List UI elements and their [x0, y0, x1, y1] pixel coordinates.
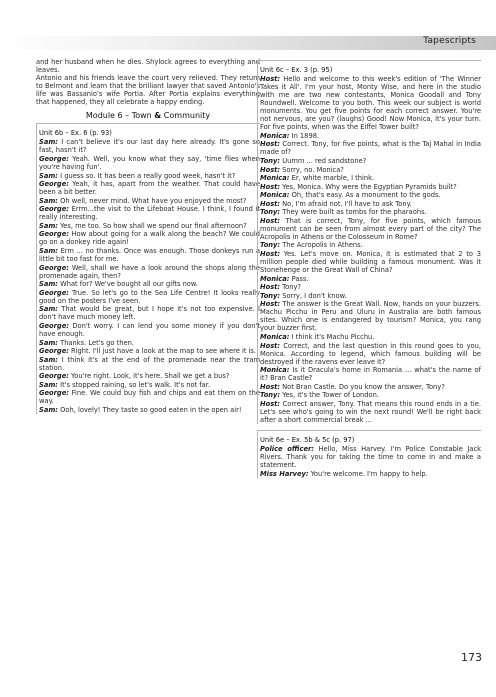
dialogue-text: Hello, Miss Harvey. I'm Police Constable Jack Rivers. Thank you for taking the time to come in and make a statement.	[260, 445, 481, 470]
dialogue-line	[260, 140, 481, 156]
dialogue-text: Oh, that's easy. As a monument to the gods.	[289, 191, 441, 200]
speaker-label: Sam:	[39, 221, 58, 230]
dialogue-line	[260, 250, 481, 274]
speaker-label: Host:	[260, 382, 281, 391]
speaker-label: Sam:	[39, 138, 58, 147]
speaker-label: Monica:	[260, 333, 290, 341]
dialogue-line	[39, 322, 260, 338]
speaker-label: George:	[39, 205, 69, 214]
speaker-label: Host:	[260, 341, 281, 350]
dialogue-text: Sorry, I don't know.	[280, 291, 347, 300]
dialogue-line	[39, 230, 260, 246]
dialogue-text: Right. I'll just have a look at the map to see where it is.	[68, 347, 257, 356]
dialogue-line	[39, 372, 260, 380]
dialogue-text: I guess so. It has been a really good week, hasn't it?	[57, 171, 236, 180]
dialogue-text: Erm ... no thanks. Once was enough. Those donkeys run a little bit too fast for me.	[39, 246, 260, 264]
dialogue-text: You're right. Look, it's here. Shall we get a bus?	[68, 372, 230, 381]
speaker-label: George:	[39, 347, 69, 356]
dialogue-text: Thanks. Let's go then.	[57, 338, 134, 347]
unit-6b-section	[36, 123, 260, 414]
dialogue-text: Correct. Tony, for five points, what is the Taj Mahal in India made of?	[260, 140, 481, 157]
dialogue-line	[39, 356, 260, 372]
dialogue-line	[260, 183, 481, 191]
speaker-label: Tony:	[260, 291, 281, 300]
dialogue-text: Yes, me too. So how shall we spend our final afternoon?	[57, 221, 247, 230]
dialogue-line	[260, 200, 481, 208]
dialogue-line	[260, 383, 481, 391]
speaker-label: Tony:	[260, 391, 281, 400]
speaker-label: Sam:	[39, 355, 58, 364]
speaker-label: George:	[39, 180, 69, 189]
speaker-label: Host:	[260, 199, 281, 208]
dialogue-line	[39, 247, 260, 263]
intro-paragraph-2: Antonio and his friends leave the court very relieved. They return to Belmont and learn that the brilliant lawyer that saved Antonio's life was Bassanio's wife Portia. After Portia explains everything that happened, they all celebrate a happy ending.	[36, 74, 260, 107]
dialogue-text: Well, shall we have a look around the shops along the promenade again, then?	[39, 263, 260, 280]
dialogue-text: True. So let's go to the Sea Life Centre! It looks really good on the posters I've seen.	[39, 288, 260, 305]
dialogue-line	[39, 389, 260, 405]
speaker-label: Host:	[260, 182, 281, 191]
dialogue-line	[39, 339, 260, 347]
dialogue-line	[260, 166, 481, 174]
dialogue-line	[260, 333, 481, 341]
dialogue-line	[39, 172, 260, 180]
speaker-label: Monica:	[260, 274, 290, 283]
speaker-label: George:	[39, 321, 69, 330]
dialogue-line	[260, 400, 481, 424]
speaker-label: Tony:	[260, 241, 281, 250]
speaker-label: George:	[39, 230, 69, 239]
dialogue-text: Yes, it's the Tower of London.	[280, 391, 380, 400]
dialogue-text: I can't believe it's our last day here already. It's gone so fast, hasn't it?	[39, 138, 260, 155]
speaker-label: Sam:	[39, 305, 58, 314]
speaker-label: George:	[39, 154, 69, 163]
dialogue-line	[260, 283, 481, 291]
dialogue-line	[260, 366, 481, 382]
speaker-label: Host:	[260, 140, 281, 149]
dialogue-line	[39, 289, 260, 305]
dialogue-line	[39, 406, 260, 414]
unit-6e-dialogue	[260, 445, 481, 478]
speaker-label: Host:	[260, 250, 281, 259]
dialogue-line	[260, 132, 481, 140]
running-title: Tapescripts	[423, 36, 476, 46]
speaker-label: Host:	[260, 216, 281, 225]
dialogue-text: In 1898.	[289, 131, 320, 140]
dialogue-line	[39, 205, 260, 221]
dialogue-line	[260, 445, 481, 469]
dialogue-text: Oh well, never mind. What have you enjoyed the most?	[57, 196, 247, 205]
page-number: 173	[461, 651, 482, 664]
unit-6c-heading: Unit 6c – Ex. 3 (p. 95)	[260, 66, 333, 74]
unit-6b-dialogue	[39, 138, 260, 414]
speaker-label: Sam:	[39, 196, 58, 205]
dialogue-text: Don't worry. I can lend you some money if you don't have enough.	[39, 321, 260, 338]
speaker-label: Tony:	[260, 208, 281, 217]
dialogue-line	[260, 391, 481, 399]
dialogue-line	[260, 300, 481, 332]
dialogue-line	[260, 174, 481, 182]
speaker-label: George:	[39, 288, 69, 297]
dialogue-line	[39, 381, 260, 389]
module-heading-ampersand: &	[154, 111, 162, 121]
dialogue-line	[39, 138, 260, 154]
speaker-label: Sam:	[39, 246, 58, 255]
module-heading-suffix: Community	[161, 111, 211, 121]
right-column	[257, 58, 481, 478]
dialogue-line	[39, 180, 260, 196]
dialogue-text: You're welcome. I'm happy to help.	[308, 469, 428, 478]
module-heading-prefix: Module 6 – Town	[85, 111, 155, 121]
speaker-label: Sam:	[39, 280, 58, 289]
speaker-label: Sam:	[39, 405, 58, 414]
dialogue-line	[39, 222, 260, 230]
speaker-label: George:	[39, 263, 69, 272]
dialogue-text: Yeah, it has, apart from the weather. That could have been a bit better.	[39, 180, 260, 197]
dialogue-line	[260, 275, 481, 283]
dialogue-text: Correct answer, Tony. That means this round ends in a tie. Let's see who's going to win the next round! We'll be right back after a short commercial break ...	[260, 399, 481, 424]
dialogue-line	[260, 191, 481, 199]
unit-6c-section	[257, 60, 481, 424]
dialogue-line	[39, 197, 260, 205]
dialogue-line	[39, 264, 260, 280]
speaker-label: Tony:	[260, 157, 281, 166]
dialogue-text: I think it's at the end of the promenade near the tram station.	[39, 355, 260, 372]
speaker-label: Host:	[260, 75, 281, 84]
dialogue-text: Correct, and the last question in this round goes to you, Monica. According to legend, which famous building will be destroyed if the ravens ever leave it?	[260, 341, 481, 366]
dialogue-line	[39, 155, 260, 171]
dialogue-text: Yes. Let's move on. Monica, it is estimated that 2 to 3 million people died while building a famous monument. Was it Stonehenge or the Great Wall of China?	[260, 250, 481, 275]
dialogue-text: Sorry, no. Monica?	[280, 165, 344, 174]
dialogue-line	[39, 347, 260, 355]
speaker-label: George:	[39, 389, 69, 398]
dialogue-text: Er, white marble, I think.	[289, 174, 375, 183]
dialogue-text: I think it's Machu Picchu.	[289, 333, 375, 341]
speaker-label: Host:	[260, 165, 281, 174]
dialogue-text: It's stopped raining, so let's walk. It's not far.	[57, 380, 210, 389]
speaker-label: Monica:	[260, 191, 290, 200]
unit-6e-heading: Unit 6e – Ex. 5b & 5c (p. 97)	[260, 436, 355, 445]
speaker-label: Host:	[260, 283, 281, 292]
dialogue-text: That would be great, but I hope it's not too expensive. I don't have much money left.	[39, 305, 260, 322]
dialogue-line	[260, 75, 481, 131]
dialogue-text: How about going for a walk along the beach? We could go on a donkey ride again!	[39, 230, 260, 247]
speaker-label: Sam:	[39, 380, 58, 389]
dialogue-text: Tony?	[280, 283, 301, 292]
dialogue-line	[260, 157, 481, 165]
dialogue-line	[260, 208, 481, 216]
dialogue-text: Pass.	[289, 274, 309, 283]
page-header	[0, 0, 496, 58]
dialogue-text: What for? We've bought all our gifts now.	[57, 280, 198, 289]
speaker-label: Host:	[260, 399, 281, 408]
dialogue-text: Ooh, lovely! They taste so good eaten in the open air!	[57, 405, 242, 414]
dialogue-line	[39, 305, 260, 321]
dialogue-text: No, I'm afraid not. I'll have to ask Tony.	[280, 199, 412, 208]
dialogue-text: The answer is the Great Wall. Now, hands on your buzzers. Machu Picchu in Peru and Uluru in Australia are both famous sites. Which one is endangered by tourism? Monica, you rang your buzzer first.	[260, 300, 481, 333]
module-heading	[36, 112, 260, 120]
unit-6b-heading: Unit 6b – Ex. 6 (p. 93)	[39, 129, 112, 138]
dialogue-text: The Acropolis in Athens.	[280, 241, 363, 250]
dialogue-line	[260, 342, 481, 366]
speaker-label: Host:	[260, 300, 281, 309]
unit-6c-dialogue	[260, 75, 481, 424]
header-gradient-band	[0, 36, 496, 50]
dialogue-text: Fine. We could buy fish and chips and eat them on the way.	[39, 389, 260, 406]
speaker-label: Monica:	[260, 131, 290, 140]
speaker-label: Monica:	[260, 366, 290, 375]
intro-paragraph-1: and her husband when he dies. Shylock agrees to everything and leaves.	[36, 58, 260, 75]
speaker-label: George:	[39, 372, 69, 381]
speaker-label: Monica:	[260, 174, 290, 183]
speaker-label: Sam:	[39, 171, 58, 180]
dialogue-text: Not Bran Castle. Do you know the answer, Tony?	[280, 382, 445, 391]
dialogue-line	[260, 292, 481, 300]
left-column	[36, 58, 260, 414]
unit-6e-section	[257, 430, 481, 478]
dialogue-text: Is it Dracula's home in Romania ... what's the name of it? Bran Castle?	[260, 366, 481, 383]
speaker-label: Miss Harvey:	[260, 469, 309, 478]
dialogue-line	[260, 217, 481, 241]
speaker-label: Sam:	[39, 338, 58, 347]
dialogue-text: Uumm ... red sandstone?	[280, 157, 367, 166]
speaker-label: Police officer:	[260, 445, 314, 454]
dialogue-line	[260, 241, 481, 249]
dialogue-text: They were built as tombs for the pharaohs.	[280, 208, 427, 217]
dialogue-line	[260, 470, 481, 478]
dialogue-line	[39, 280, 260, 288]
dialogue-text: Yes, Monica. Why were the Egyptian Pyramids built?	[280, 182, 457, 191]
dialogue-text: Hello and welcome to this week's edition of 'The Winner Takes it All'. I'm your host, Monty Wise, and here in the studio with me are two new contestants, Monica Goodall and Tony Roundwell. Welcome to you both. This week our subject is world monuments. You get five points for each correct answer. You're not nervous, are you? (laughs) Good! Now Monica, it's your turn. For five points, when was the Eiffel Tower built?	[260, 75, 481, 132]
dialogue-text: Errm...the visit to the Lifeboat House. I think, I found it really interesting.	[39, 205, 260, 222]
dialogue-text: That is correct, Tony, for five points, which famous monument can be seen from almost every part of the city? The Acropolis in Athens or the Colosseum in Rome?	[260, 216, 481, 241]
dialogue-text: Yeah. Well, you know what they say, 'time flies when you're having fun'.	[39, 154, 260, 172]
